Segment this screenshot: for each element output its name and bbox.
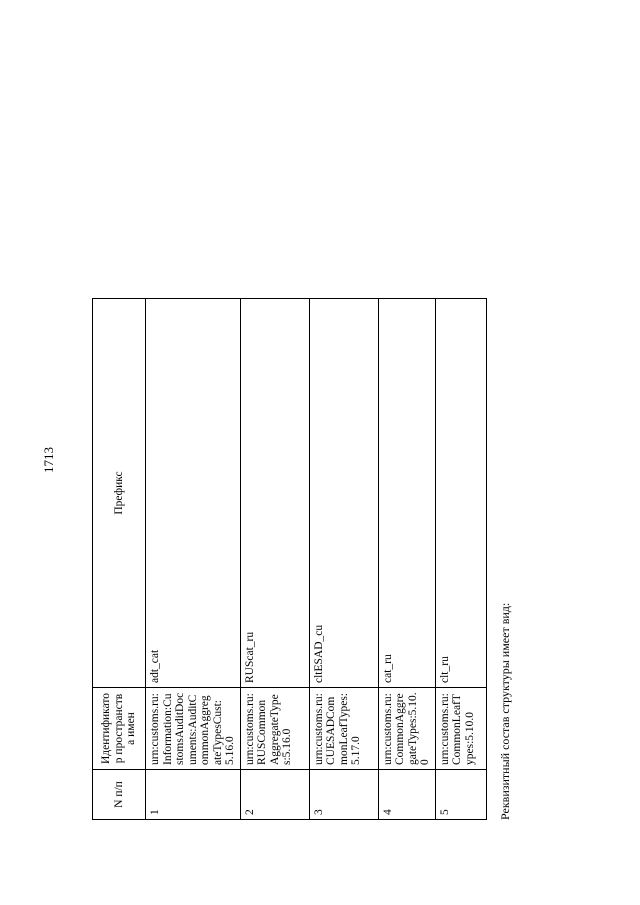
row-namespace: urn:customs.ru:RUSCommonAggregateTypes:5.16.0 bbox=[240, 688, 309, 770]
row-number: 5 bbox=[435, 770, 486, 820]
row-number: 3 bbox=[309, 770, 378, 820]
row-prefix: clt_ru bbox=[435, 299, 486, 688]
table-row bbox=[309, 299, 378, 820]
table-row bbox=[378, 299, 435, 820]
table-header-row bbox=[93, 299, 146, 820]
header-prefix: Префикс bbox=[93, 299, 146, 688]
table-row bbox=[240, 299, 309, 820]
header-number: N п/п bbox=[93, 770, 146, 820]
structure-intro-text: Реквизитный состав структуры имеет вид: bbox=[498, 602, 512, 820]
row-namespace: urn:customs.ru:CUESADCommonLeafTypes:5.17.0 bbox=[309, 688, 378, 770]
row-prefix: cltESAD_cu bbox=[309, 299, 378, 688]
row-namespace: urn:customs.ru:CommonLeafTypes:5.10.0 bbox=[435, 688, 486, 770]
rotated-page-content bbox=[40, 60, 600, 860]
page-number: 1713 bbox=[41, 447, 56, 473]
namespace-table bbox=[92, 298, 487, 820]
row-namespace: urn:customs.ru:Information:CustomsAuditDocuments:AuditCommonAggregateTypesCust:5.16.0 bbox=[146, 688, 241, 770]
row-number: 4 bbox=[378, 770, 435, 820]
header-namespace: Идентификатор пространства имен bbox=[93, 688, 146, 770]
row-prefix: adt_cat bbox=[146, 299, 241, 688]
table-row bbox=[435, 299, 486, 820]
row-number: 1 bbox=[146, 770, 241, 820]
row-prefix: RUScat_ru bbox=[240, 299, 309, 688]
row-namespace: urn:customs.ru:CommonAggregateTypes:5.10.0 bbox=[378, 688, 435, 770]
row-number: 2 bbox=[240, 770, 309, 820]
table-row bbox=[146, 299, 241, 820]
row-prefix: cat_ru bbox=[378, 299, 435, 688]
